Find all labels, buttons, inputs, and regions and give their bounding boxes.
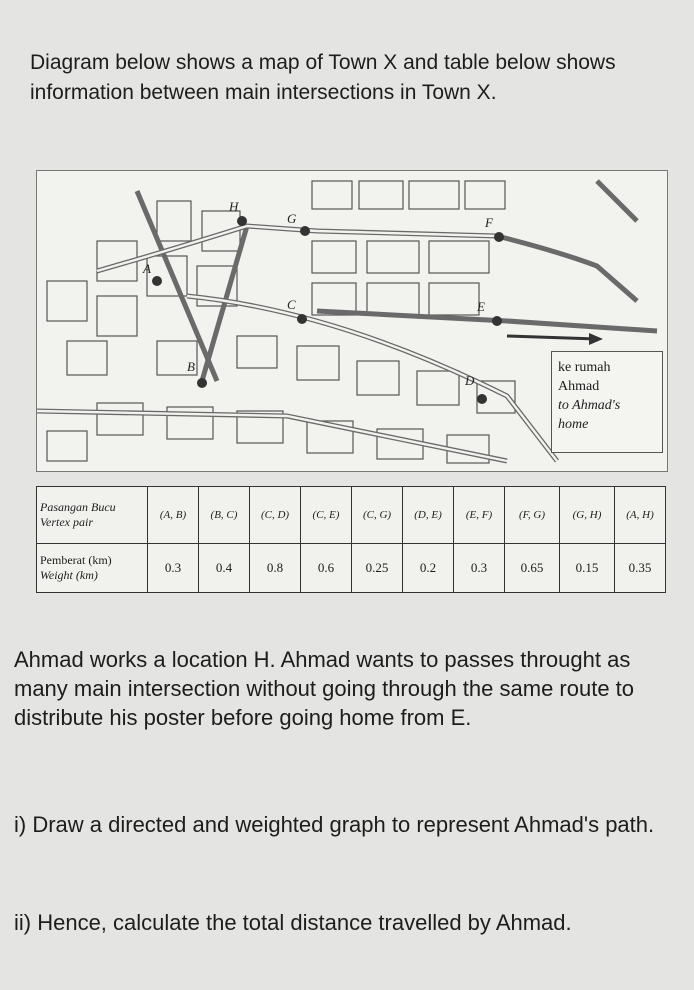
pair-cell: (G, H) bbox=[560, 487, 615, 544]
weight-cell: 0.65 bbox=[505, 544, 560, 593]
pair-cell: (C, E) bbox=[301, 487, 352, 544]
node-E bbox=[492, 316, 502, 326]
node-A-label: A bbox=[143, 261, 151, 276]
node-C bbox=[297, 314, 307, 324]
question-text: Ahmad works a location H. Ahmad wants to passes throught as many main intersection without going through the same route to distribute his poster before going home from E. bbox=[14, 647, 635, 730]
node-B bbox=[197, 378, 207, 388]
weight-cell: 0.2 bbox=[403, 544, 454, 593]
arrow-head-icon bbox=[589, 333, 603, 345]
table-row-pairs bbox=[37, 487, 666, 544]
weight-cell: 0.6 bbox=[301, 544, 352, 593]
intro-text: Diagram below shows a map of Town X and table below shows information between main intersections in Town X. bbox=[30, 51, 616, 104]
weight-cell: 0.3 bbox=[454, 544, 505, 593]
weight-cell: 0.25 bbox=[352, 544, 403, 593]
question-part-ii: ii) Hence, calculate the total distance travelled by Ahmad. bbox=[14, 910, 572, 935]
node-H-label: H bbox=[229, 199, 239, 214]
pair-cell: (A, H) bbox=[615, 487, 666, 544]
vertex-pair-header: Pasangan Bucu Vertex pair bbox=[37, 487, 148, 544]
weight-cell: 0.4 bbox=[199, 544, 250, 593]
map-blocks bbox=[47, 181, 515, 463]
legend-line-4: home bbox=[558, 417, 589, 432]
legend-line-1: ke rumah bbox=[558, 360, 611, 375]
legend-line-2: Ahmad bbox=[558, 379, 600, 394]
pair-cell: (C, G) bbox=[352, 487, 403, 544]
home-arrow bbox=[507, 336, 597, 339]
table-row-weights bbox=[37, 544, 666, 593]
vertex-weight-table bbox=[36, 486, 666, 593]
weight-cell: 0.15 bbox=[560, 544, 615, 593]
node-B-label: B bbox=[187, 359, 195, 374]
pair-cell: (B, C) bbox=[199, 487, 250, 544]
pair-cell: (E, F) bbox=[454, 487, 505, 544]
node-G-label: G bbox=[287, 211, 297, 226]
question-part-i: i) Draw a directed and weighted graph to represent Ahmad's path. bbox=[14, 812, 655, 837]
node-D bbox=[477, 394, 487, 404]
weight-cell: 0.35 bbox=[615, 544, 666, 593]
node-F-label: F bbox=[485, 215, 493, 230]
node-A bbox=[152, 276, 162, 286]
town-map bbox=[36, 170, 668, 472]
weight-header: Pemberat (km) Weight (km) bbox=[37, 544, 148, 593]
pair-cell: (A, B) bbox=[148, 487, 199, 544]
weight-cell: 0.3 bbox=[148, 544, 199, 593]
node-C-label: C bbox=[287, 297, 296, 312]
node-E-label: E bbox=[477, 299, 485, 314]
node-D-label: D bbox=[465, 373, 475, 388]
node-G bbox=[300, 226, 310, 236]
pair-cell: (F, G) bbox=[505, 487, 560, 544]
pair-cell: (D, E) bbox=[403, 487, 454, 544]
node-H bbox=[237, 216, 247, 226]
legend-line-3: to Ahmad's bbox=[558, 398, 621, 413]
home-legend bbox=[551, 351, 663, 453]
node-F bbox=[494, 232, 504, 242]
weight-cell: 0.8 bbox=[250, 544, 301, 593]
pair-cell: (C, D) bbox=[250, 487, 301, 544]
